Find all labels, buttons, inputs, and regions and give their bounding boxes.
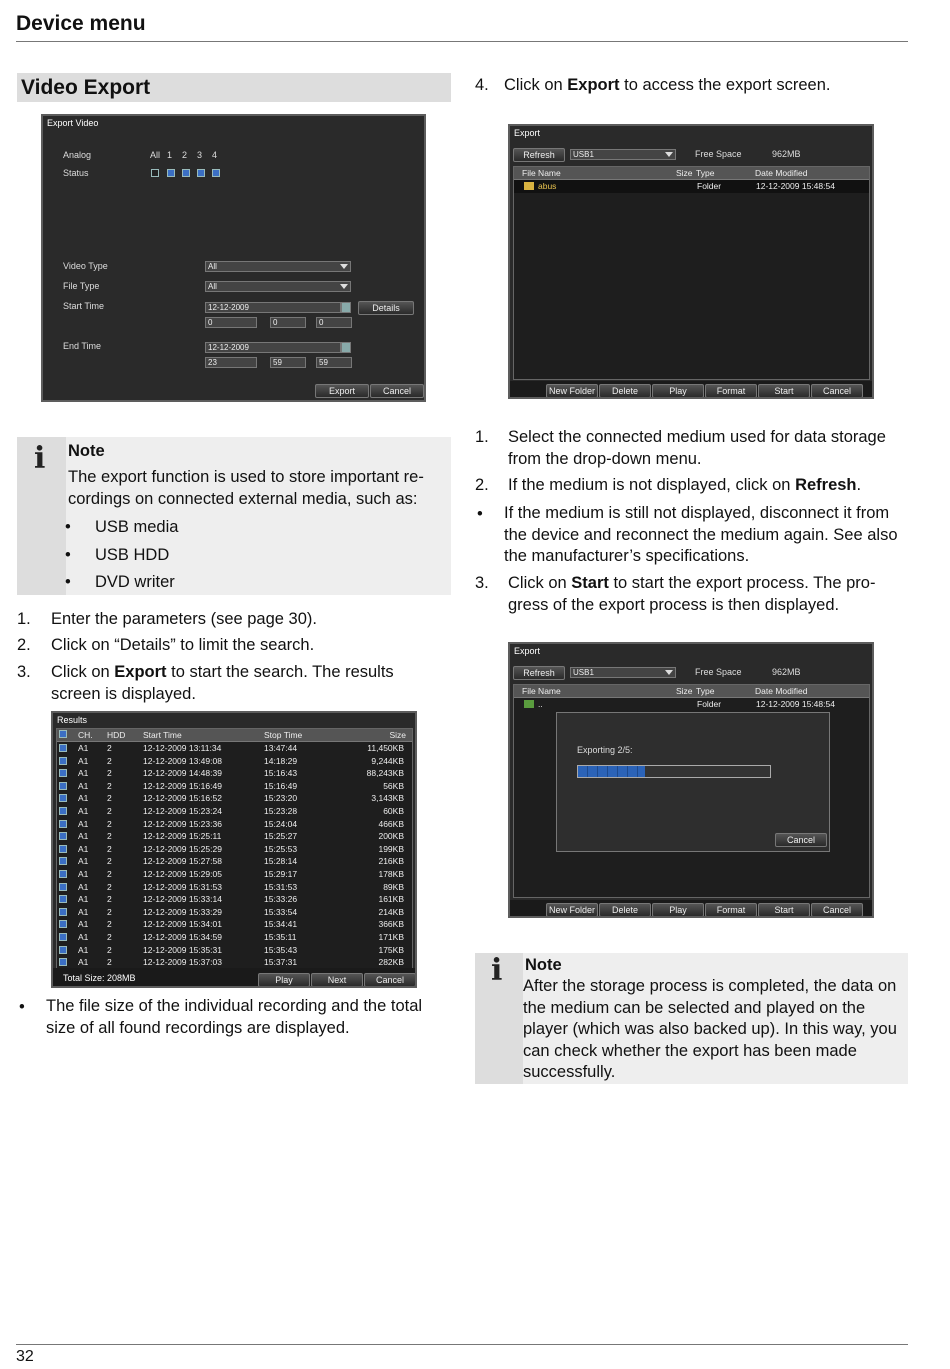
cell-hdd: 2 [107, 869, 112, 879]
row-checkbox[interactable] [59, 744, 67, 752]
cell-stop-time: 15:33:54 [264, 906, 298, 917]
start-minute-field[interactable]: 0 [270, 317, 306, 328]
step-number: 1. [17, 610, 31, 628]
cell-ch: A1 [78, 894, 89, 905]
free-space-value: 962MB [772, 149, 801, 159]
row-checkbox[interactable] [59, 895, 67, 903]
cell-stop-time: 15:24:04 [264, 818, 298, 829]
video-type-label: Video Type [63, 261, 108, 271]
cell-size: 216KB [378, 856, 404, 867]
step-text-bold: Refresh [795, 476, 857, 494]
info-icon: i [34, 441, 46, 476]
start-second-field[interactable]: 0 [316, 317, 352, 328]
row-checkbox[interactable] [59, 883, 67, 891]
format-button[interactable]: Format [705, 903, 757, 917]
cell-ch: A1 [78, 780, 89, 791]
cell-ch: A1 [78, 944, 89, 955]
cell-start-time: 12-12-2009 15:34:59 [143, 932, 222, 942]
cell-stop-time: 15:35:11 [264, 932, 297, 942]
next-button[interactable]: Next [311, 973, 363, 987]
cell-hdd: 2 [107, 957, 112, 968]
column-size: Size [676, 168, 693, 178]
step-text-part: to access the export screen. [619, 76, 831, 94]
cell-stop-time: 14:18:29 [264, 755, 298, 766]
new-folder-button[interactable]: New Folder [546, 903, 598, 917]
new-folder-button[interactable]: New Folder [546, 384, 598, 398]
cell-start-time: 12-12-2009 15:23:36 [143, 818, 222, 829]
cell-size: 60KB [383, 806, 404, 816]
row-checkbox[interactable] [59, 958, 67, 966]
cell-stop-time: 15:35:43 [264, 944, 298, 955]
free-space-label: Free Space [695, 149, 742, 159]
progress-label: Exporting 2/5: [577, 745, 633, 755]
cell-hdd: 2 [107, 919, 112, 930]
bullet-icon: • [477, 505, 483, 523]
step-text-bold: Start [571, 574, 609, 592]
cell-size: 466KB [378, 818, 404, 829]
file-date: 12-12-2009 15:48:54 [756, 181, 835, 191]
step-text-part: If the medium is not displayed, click on [508, 476, 796, 494]
note-bullet-1: USB media [95, 518, 179, 536]
file-type-select[interactable] [205, 281, 351, 292]
column-date-modified: Date Modified [755, 686, 808, 696]
note-box [475, 953, 908, 1084]
calendar-icon[interactable] [341, 302, 351, 313]
footer-rule [16, 1344, 908, 1345]
export-title: Export [514, 128, 541, 138]
calendar-icon[interactable] [341, 342, 351, 353]
cell-size: 175KB [378, 944, 404, 955]
column-date-modified: Date Modified [755, 168, 808, 178]
step-text-bold: Export [567, 76, 620, 94]
cell-stop-time: 15:33:26 [264, 894, 298, 905]
cell-start-time: 12-12-2009 15:16:52 [143, 793, 222, 804]
checkbox-all[interactable] [151, 169, 159, 177]
results-title: Results [57, 715, 88, 725]
cell-size: 161KB [378, 894, 404, 905]
format-button[interactable]: Format [705, 384, 757, 398]
cell-ch: A1 [78, 818, 89, 829]
channel-4[interactable]: 4 [212, 150, 218, 160]
cell-size: 11,450KB [367, 743, 404, 753]
file-type: Folder [697, 699, 722, 709]
row-checkbox[interactable] [59, 820, 67, 828]
device-select[interactable] [570, 149, 676, 160]
cell-hdd: 2 [107, 843, 112, 854]
cell-ch: A1 [78, 843, 89, 854]
column-size: Size [389, 730, 406, 740]
bullet-icon: • [65, 546, 71, 564]
page-header-title: Device menu [16, 12, 146, 35]
section-title: Video Export [21, 76, 151, 99]
table-row[interactable] [57, 742, 412, 755]
results-screen [51, 711, 417, 988]
step-text-part: Click on [508, 574, 572, 592]
cancel-button[interactable]: Cancel [775, 833, 827, 847]
progress-bar [577, 765, 771, 778]
table-row[interactable] [57, 830, 412, 843]
row-checkbox[interactable] [59, 908, 67, 916]
file-type: Folder [697, 181, 722, 191]
cell-start-time: 12-12-2009 15:29:05 [143, 869, 222, 879]
delete-button[interactable]: Delete [599, 903, 651, 917]
file-list-header [514, 167, 869, 180]
note-text: The export function is used to store important re-cordings on connected external media, such as: [68, 468, 424, 508]
cell-stop-time: 15:31:53 [264, 881, 298, 892]
cell-size: 9,244KB [371, 755, 404, 766]
cell-ch: A1 [78, 932, 89, 942]
cell-hdd: 2 [107, 768, 112, 779]
column-type: Type [696, 168, 715, 178]
chevron-down-icon [665, 670, 673, 675]
cell-stop-time: 15:37:31 [264, 957, 298, 968]
cell-ch: A1 [78, 806, 89, 816]
step-text [504, 75, 904, 97]
cell-hdd: 2 [107, 743, 112, 753]
refresh-button[interactable]: Refresh [513, 148, 565, 162]
cell-stop-time: 15:25:53 [264, 843, 298, 854]
cell-hdd: 2 [107, 818, 112, 829]
row-checkbox[interactable] [59, 782, 67, 790]
table-row[interactable] [57, 956, 412, 969]
start-date-field[interactable]: 12-12-2009 [205, 302, 341, 313]
cell-start-time: 12-12-2009 14:48:39 [143, 768, 222, 779]
analog-label: Analog [63, 150, 92, 160]
status-label: Status [63, 168, 89, 178]
note-bullet-2: USB HDD [95, 546, 170, 564]
column-file-name: File Name [522, 686, 561, 696]
cell-start-time: 12-12-2009 13:49:08 [143, 755, 222, 766]
cell-size: 200KB [378, 831, 404, 842]
cell-size: 214KB [378, 906, 404, 917]
header-rule [16, 41, 908, 42]
cell-ch: A1 [78, 869, 89, 879]
channel-2[interactable]: 2 [182, 150, 188, 160]
refresh-button[interactable]: Refresh [513, 666, 565, 680]
results-header [57, 729, 412, 742]
file-list-header [514, 685, 869, 698]
progress-fill [578, 766, 645, 777]
table-row[interactable] [57, 906, 412, 919]
details-button[interactable]: Details [358, 301, 414, 315]
cell-stop-time: 15:34:41 [264, 919, 298, 930]
cell-size: 171KB [378, 932, 404, 942]
play-button[interactable]: Play [652, 903, 704, 917]
row-checkbox[interactable] [59, 807, 67, 815]
file-row[interactable] [514, 698, 869, 711]
cell-ch: A1 [78, 856, 89, 867]
step-text-part: . [856, 476, 862, 494]
step-text-part: Click on [504, 76, 568, 94]
file-type-value: All [208, 282, 217, 291]
cell-start-time: 12-12-2009 15:35:31 [143, 944, 222, 955]
end-minute-field[interactable]: 59 [270, 357, 306, 368]
cell-stop-time: 15:23:20 [264, 793, 298, 804]
column-type: Type [696, 686, 715, 696]
table-row[interactable] [57, 855, 412, 868]
cell-hdd: 2 [107, 894, 112, 905]
cell-size: 366KB [378, 919, 404, 930]
channel-all[interactable]: All [150, 150, 161, 160]
progress-dialog [556, 712, 830, 852]
cell-size: 56KB [383, 780, 404, 791]
cell-size: 282KB [378, 957, 404, 968]
cell-hdd: 2 [107, 856, 112, 867]
row-checkbox[interactable] [59, 946, 67, 954]
export-screen [508, 124, 874, 399]
column-hdd: HDD [107, 730, 126, 740]
step-number: 3. [475, 574, 489, 592]
row-checkbox[interactable] [59, 857, 67, 865]
step-number: 2. [17, 636, 31, 654]
column-stop-time: Stop Time [264, 730, 303, 740]
cancel-button[interactable]: Cancel [364, 973, 416, 987]
page-number: 32 [16, 1348, 34, 1365]
chevron-down-icon [340, 264, 348, 269]
video-type-select[interactable] [205, 261, 351, 272]
start-hour-field[interactable]: 0 [205, 317, 257, 328]
table-row[interactable] [57, 868, 412, 881]
chevron-down-icon [340, 284, 348, 289]
cell-hdd: 2 [107, 780, 112, 791]
cell-size: 89KB [383, 881, 404, 892]
table-row[interactable] [57, 881, 412, 894]
device-value: USB1 [573, 668, 594, 677]
table-row[interactable] [57, 792, 412, 805]
step-bullet-text: If the medium is still not displayed, disconnect it from the device and reconnect the medium again. See also the manufacturer’s specifications. [504, 504, 898, 565]
table-row[interactable] [57, 818, 412, 831]
row-checkbox[interactable] [59, 920, 67, 928]
cell-size: 3,143KB [371, 793, 404, 804]
step-text: Select the connected medium used for data storage from the drop-down menu. [508, 428, 886, 468]
note-box [17, 437, 451, 595]
cell-start-time: 12-12-2009 15:23:24 [143, 806, 222, 816]
cell-ch: A1 [78, 906, 89, 917]
cell-stop-time: 15:29:17 [264, 869, 298, 879]
start-button[interactable]: Start [758, 903, 810, 917]
export-button[interactable]: Export [315, 384, 369, 398]
table-row[interactable] [57, 755, 412, 768]
cell-start-time: 12-12-2009 13:11:34 [143, 743, 222, 753]
cell-start-time: 12-12-2009 15:33:14 [143, 894, 222, 905]
checkbox-ch1[interactable] [167, 169, 175, 177]
file-list[interactable] [513, 166, 870, 380]
channel-3[interactable]: 3 [197, 150, 203, 160]
cell-ch: A1 [78, 919, 89, 930]
step-text [51, 662, 441, 705]
table-row[interactable] [57, 780, 412, 793]
cell-hdd: 2 [107, 944, 112, 955]
cell-stop-time: 15:23:28 [264, 806, 298, 816]
info-icon: i [491, 953, 503, 988]
file-name: .. [538, 699, 543, 709]
free-space-label: Free Space [695, 667, 742, 677]
start-time-label: Start Time [63, 301, 105, 311]
cell-ch: A1 [78, 957, 89, 968]
row-checkbox[interactable] [59, 870, 67, 878]
table-row[interactable] [57, 944, 412, 957]
export-title: Export [514, 646, 541, 656]
cell-size: 178KB [378, 869, 404, 879]
export-video-screen [41, 114, 426, 402]
step-text: Click on “Details” to limit the search. [51, 636, 315, 654]
cell-stop-time: 13:47:44 [264, 743, 298, 753]
end-second-field[interactable]: 59 [316, 357, 352, 368]
cell-start-time: 12-12-2009 15:27:58 [143, 856, 222, 867]
note-bullet-3: DVD writer [95, 573, 175, 591]
cell-ch: A1 [78, 793, 89, 804]
cell-stop-time: 15:16:49 [264, 780, 298, 791]
channel-1[interactable]: 1 [167, 150, 173, 160]
cell-start-time: 12-12-2009 15:25:11 [143, 831, 222, 842]
results-list[interactable] [56, 728, 413, 970]
step-number: 3. [17, 663, 31, 681]
cell-ch: A1 [78, 768, 89, 779]
bullet-icon: • [65, 573, 71, 591]
cell-start-time: 12-12-2009 15:37:03 [143, 957, 222, 968]
checkbox-select-all[interactable] [59, 730, 67, 738]
cancel-button[interactable]: Cancel [370, 384, 424, 398]
table-row[interactable] [57, 805, 412, 818]
step-number: 2. [475, 476, 489, 494]
checkbox-ch4[interactable] [212, 169, 220, 177]
row-checkbox[interactable] [59, 757, 67, 765]
step-text: Enter the parameters (see page 30). [51, 610, 317, 628]
file-date: 12-12-2009 15:48:54 [756, 699, 835, 709]
folder-icon [524, 182, 534, 190]
export-video-title: Export Video [47, 118, 99, 128]
table-row[interactable] [57, 843, 412, 856]
step-text-part: to start the search. The results screen is displayed. [51, 663, 394, 703]
play-button[interactable]: Play [652, 384, 704, 398]
table-row[interactable] [57, 767, 412, 780]
section-heading [17, 73, 451, 102]
cell-ch: A1 [78, 881, 89, 892]
file-name: abus [538, 181, 557, 191]
free-space-value: 962MB [772, 667, 801, 677]
cell-start-time: 12-12-2009 15:25:29 [143, 843, 222, 854]
cancel-button[interactable]: Cancel [811, 903, 863, 917]
column-size: Size [676, 686, 693, 696]
table-row[interactable] [57, 893, 412, 906]
checkbox-ch3[interactable] [197, 169, 205, 177]
start-button[interactable]: Start [758, 384, 810, 398]
end-hour-field[interactable]: 23 [205, 357, 257, 368]
cell-hdd: 2 [107, 793, 112, 804]
cell-ch: A1 [78, 831, 89, 842]
column-start-time: Start Time [143, 730, 182, 740]
step-text-bold: Export [114, 663, 167, 681]
cell-hdd: 2 [107, 932, 112, 942]
total-size: Total Size: 208MB [63, 973, 136, 983]
cell-hdd: 2 [107, 906, 112, 917]
play-button[interactable]: Play [258, 973, 310, 987]
video-type-value: All [208, 262, 217, 271]
checkbox-ch2[interactable] [182, 169, 190, 177]
row-checkbox[interactable] [59, 933, 67, 941]
device-select[interactable] [570, 667, 676, 678]
device-value: USB1 [573, 150, 594, 159]
cell-hdd: 2 [107, 755, 112, 766]
cell-stop-time: 15:28:14 [264, 856, 298, 867]
cell-hdd: 2 [107, 831, 112, 842]
results-description: The file size of the individual recording and the total size of all found recordings are displayed. [46, 997, 423, 1037]
cell-start-time: 12-12-2009 15:31:53 [143, 881, 222, 892]
table-row[interactable] [57, 931, 412, 944]
bullet-icon: • [65, 518, 71, 536]
cell-hdd: 2 [107, 806, 112, 816]
step-text-part: Click on [51, 663, 115, 681]
cell-stop-time: 15:25:27 [264, 831, 298, 842]
row-checkbox[interactable] [59, 794, 67, 802]
step-text [508, 573, 898, 616]
row-checkbox[interactable] [59, 832, 67, 840]
note-heading: Note [68, 442, 105, 460]
end-time-label: End Time [63, 341, 102, 351]
step-number: 1. [475, 428, 489, 446]
row-checkbox[interactable] [59, 845, 67, 853]
bullet-icon: • [19, 998, 25, 1016]
column-ch: CH. [78, 730, 93, 740]
step-number: 4. [475, 76, 489, 94]
delete-button[interactable]: Delete [599, 384, 651, 398]
file-type-label: File Type [63, 281, 100, 291]
export-progress-screen [508, 642, 874, 918]
step-text-part: to start the export process. The pro-gress of the export process is then displayed. [508, 574, 876, 614]
row-checkbox[interactable] [59, 769, 67, 777]
note-heading: Note [525, 956, 562, 974]
cell-ch: A1 [78, 743, 89, 753]
cell-start-time: 12-12-2009 15:16:49 [143, 780, 222, 791]
column-file-name: File Name [522, 168, 561, 178]
step-text [508, 475, 908, 497]
cell-start-time: 12-12-2009 15:33:29 [143, 906, 222, 917]
chevron-down-icon [665, 152, 673, 157]
cell-start-time: 12-12-2009 15:34:01 [143, 919, 222, 930]
folder-up-icon [524, 700, 534, 708]
cell-size: 88,243KB [366, 768, 404, 779]
note-text: After the storage process is completed, the data on the medium can be selected and played on the player (which was also backed up). In this way, you can check whether the export has been made successfully. [523, 977, 897, 1081]
cell-hdd: 2 [107, 881, 112, 892]
cancel-button[interactable]: Cancel [811, 384, 863, 398]
cell-ch: A1 [78, 755, 89, 766]
end-date-field[interactable]: 12-12-2009 [205, 342, 341, 353]
cell-size: 199KB [378, 843, 404, 854]
table-row[interactable] [57, 918, 412, 931]
file-row[interactable] [514, 180, 869, 193]
cell-stop-time: 15:16:43 [264, 768, 298, 779]
